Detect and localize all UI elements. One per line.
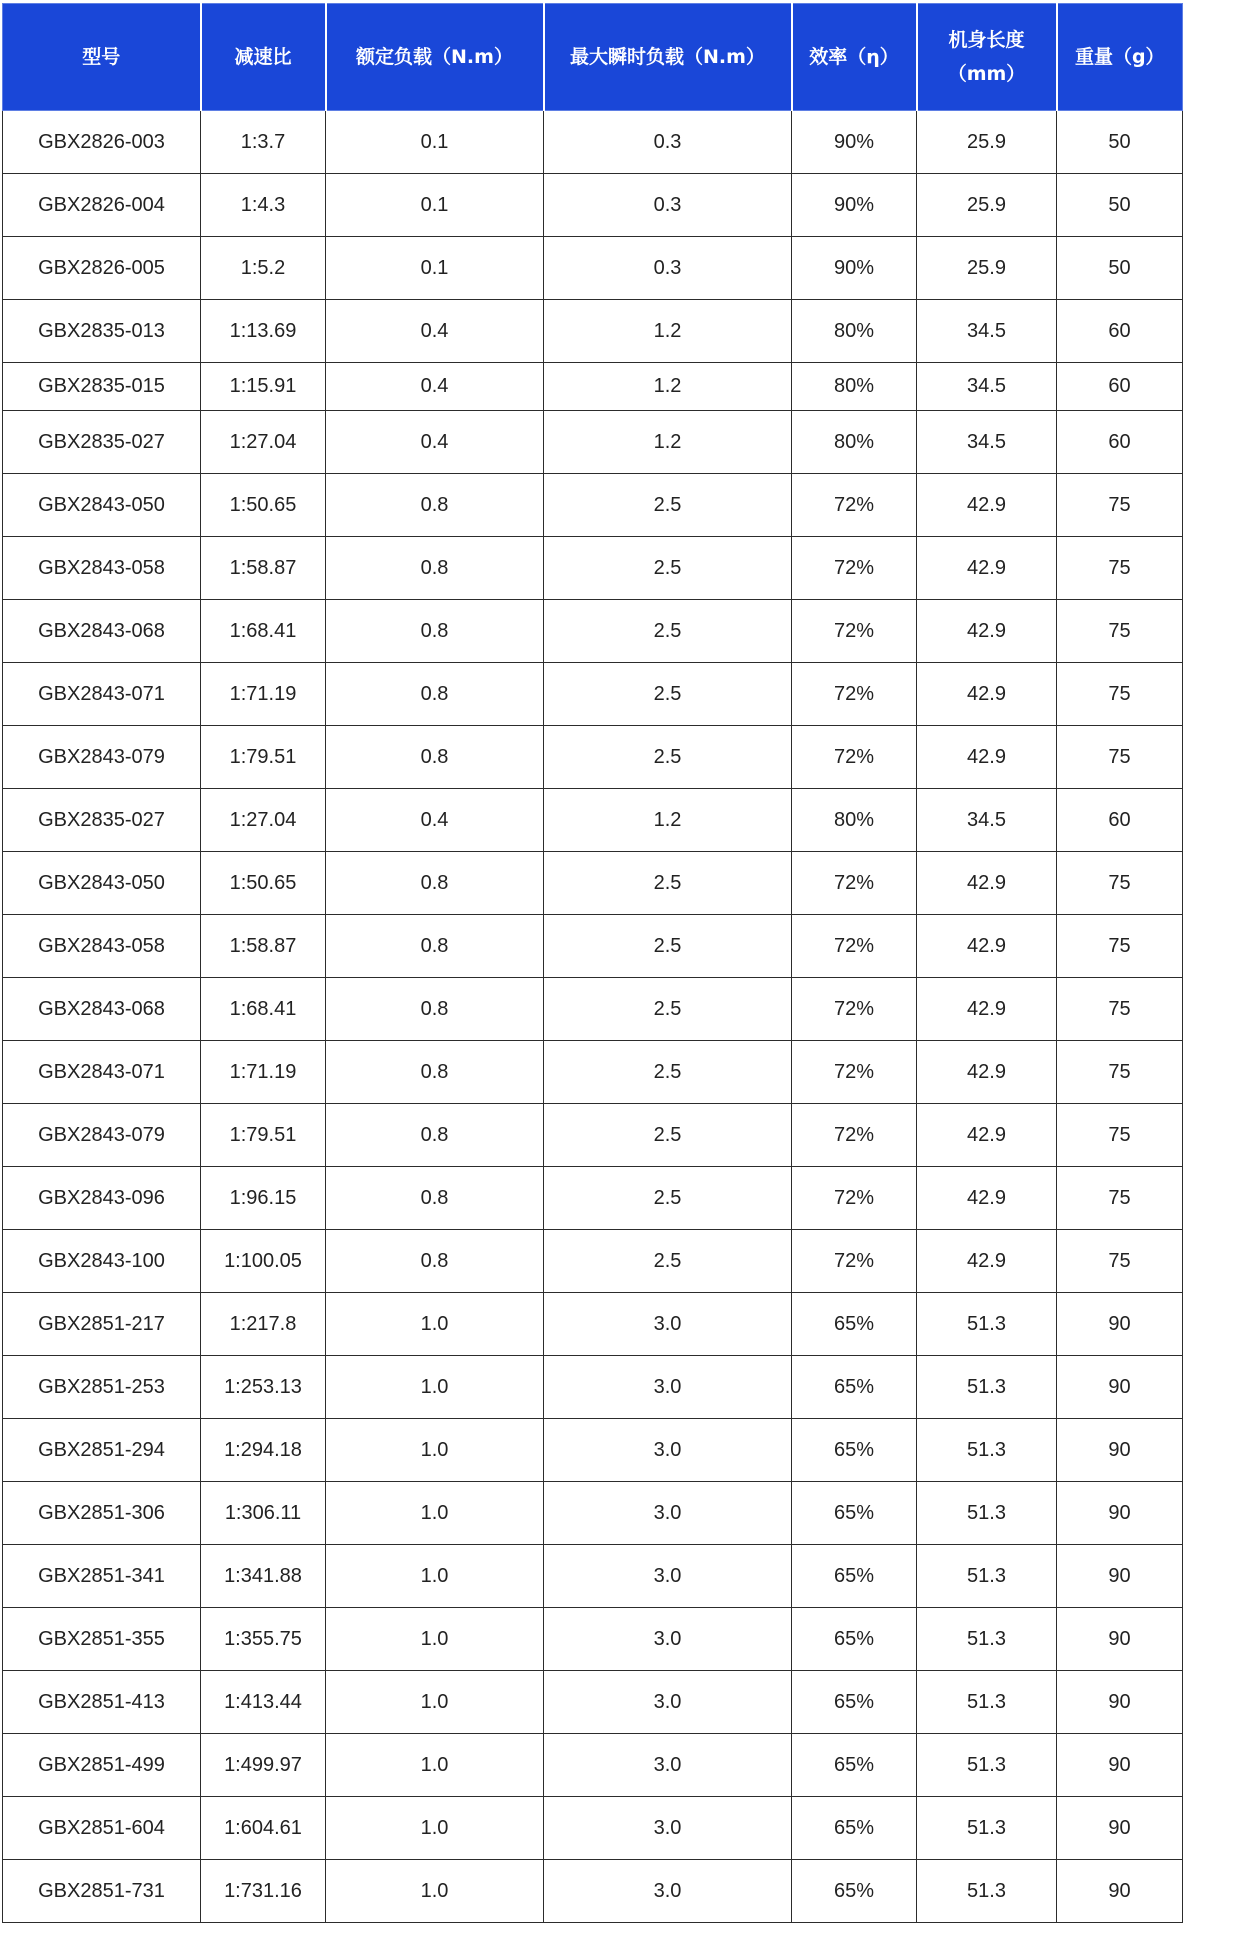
- cell-max-instant-load: 0.3: [544, 237, 792, 300]
- cell-efficiency: 90%: [792, 237, 917, 300]
- cell-rated-load: 0.1: [326, 237, 544, 300]
- cell-max-instant-load: 2.5: [544, 537, 792, 600]
- cell-body-length: 51.3: [917, 1797, 1057, 1860]
- cell-rated-load: 0.4: [326, 363, 544, 411]
- cell-model: GBX2826-003: [3, 111, 201, 174]
- cell-max-instant-load: 3.0: [544, 1734, 792, 1797]
- cell-rated-load: 0.4: [326, 300, 544, 363]
- cell-max-instant-load: 2.5: [544, 663, 792, 726]
- cell-max-instant-load: 0.3: [544, 111, 792, 174]
- cell-max-instant-load: 3.0: [544, 1419, 792, 1482]
- header-model: 型号: [3, 4, 201, 111]
- header-row: [3, 4, 1183, 111]
- cell-rated-load: 0.8: [326, 852, 544, 915]
- cell-body-length: 42.9: [917, 663, 1057, 726]
- table-row: [3, 111, 1183, 174]
- cell-rated-load: 1.0: [326, 1482, 544, 1545]
- cell-efficiency: 72%: [792, 663, 917, 726]
- cell-efficiency: 65%: [792, 1482, 917, 1545]
- cell-weight: 75: [1057, 726, 1183, 789]
- cell-max-instant-load: 2.5: [544, 600, 792, 663]
- cell-reduction-ratio: 1:15.91: [201, 363, 326, 411]
- table-row: [3, 852, 1183, 915]
- cell-weight: 90: [1057, 1545, 1183, 1608]
- cell-model: GBX2851-604: [3, 1797, 201, 1860]
- header-body-length: 机身长度（mm）: [917, 4, 1057, 111]
- cell-body-length: 34.5: [917, 363, 1057, 411]
- cell-efficiency: 72%: [792, 1104, 917, 1167]
- cell-weight: 75: [1057, 663, 1183, 726]
- cell-weight: 90: [1057, 1419, 1183, 1482]
- cell-body-length: 34.5: [917, 789, 1057, 852]
- cell-weight: 75: [1057, 537, 1183, 600]
- cell-reduction-ratio: 1:13.69: [201, 300, 326, 363]
- cell-weight: 75: [1057, 1104, 1183, 1167]
- cell-weight: 90: [1057, 1734, 1183, 1797]
- cell-reduction-ratio: 1:71.19: [201, 1041, 326, 1104]
- cell-reduction-ratio: 1:3.7: [201, 111, 326, 174]
- cell-body-length: 51.3: [917, 1419, 1057, 1482]
- table-row: [3, 411, 1183, 474]
- cell-model: GBX2851-294: [3, 1419, 201, 1482]
- cell-efficiency: 72%: [792, 915, 917, 978]
- cell-reduction-ratio: 1:294.18: [201, 1419, 326, 1482]
- table-row: [3, 1482, 1183, 1545]
- table-row: [3, 1104, 1183, 1167]
- cell-weight: 60: [1057, 411, 1183, 474]
- cell-max-instant-load: 3.0: [544, 1482, 792, 1545]
- table-row: [3, 300, 1183, 363]
- cell-body-length: 51.3: [917, 1293, 1057, 1356]
- cell-rated-load: 1.0: [326, 1293, 544, 1356]
- cell-body-length: 34.5: [917, 300, 1057, 363]
- table-row: [3, 237, 1183, 300]
- cell-rated-load: 0.8: [326, 663, 544, 726]
- cell-weight: 50: [1057, 237, 1183, 300]
- cell-max-instant-load: 0.3: [544, 174, 792, 237]
- header-efficiency: 效率（η）: [792, 4, 917, 111]
- cell-reduction-ratio: 1:217.8: [201, 1293, 326, 1356]
- cell-weight: 60: [1057, 789, 1183, 852]
- cell-rated-load: 0.8: [326, 1230, 544, 1293]
- cell-efficiency: 65%: [792, 1734, 917, 1797]
- cell-efficiency: 65%: [792, 1545, 917, 1608]
- cell-body-length: 42.9: [917, 1104, 1057, 1167]
- cell-efficiency: 72%: [792, 726, 917, 789]
- cell-body-length: 34.5: [917, 411, 1057, 474]
- cell-model: GBX2843-058: [3, 537, 201, 600]
- cell-rated-load: 0.8: [326, 600, 544, 663]
- table-row: [3, 1860, 1183, 1923]
- cell-efficiency: 80%: [792, 789, 917, 852]
- table-row: [3, 1419, 1183, 1482]
- cell-max-instant-load: 2.5: [544, 852, 792, 915]
- cell-efficiency: 72%: [792, 852, 917, 915]
- gear-motor-spec-table: [2, 3, 1183, 1923]
- cell-body-length: 42.9: [917, 978, 1057, 1041]
- cell-body-length: 25.9: [917, 111, 1057, 174]
- cell-body-length: 25.9: [917, 174, 1057, 237]
- table-row: [3, 1293, 1183, 1356]
- cell-reduction-ratio: 1:58.87: [201, 537, 326, 600]
- cell-max-instant-load: 2.5: [544, 1167, 792, 1230]
- cell-body-length: 51.3: [917, 1482, 1057, 1545]
- cell-reduction-ratio: 1:4.3: [201, 174, 326, 237]
- cell-body-length: 51.3: [917, 1356, 1057, 1419]
- table-row: [3, 1041, 1183, 1104]
- cell-weight: 75: [1057, 474, 1183, 537]
- cell-max-instant-load: 2.5: [544, 915, 792, 978]
- header-reduction-ratio: 减速比: [201, 4, 326, 111]
- table-row: [3, 1608, 1183, 1671]
- cell-efficiency: 80%: [792, 300, 917, 363]
- cell-model: GBX2843-050: [3, 474, 201, 537]
- cell-weight: 90: [1057, 1860, 1183, 1923]
- table-row: [3, 978, 1183, 1041]
- cell-efficiency: 90%: [792, 174, 917, 237]
- cell-body-length: 51.3: [917, 1608, 1057, 1671]
- cell-reduction-ratio: 1:306.11: [201, 1482, 326, 1545]
- table-body: [3, 111, 1183, 1923]
- cell-reduction-ratio: 1:355.75: [201, 1608, 326, 1671]
- cell-model: GBX2843-071: [3, 1041, 201, 1104]
- cell-rated-load: 0.8: [326, 726, 544, 789]
- cell-rated-load: 0.4: [326, 789, 544, 852]
- cell-body-length: 51.3: [917, 1860, 1057, 1923]
- cell-rated-load: 1.0: [326, 1419, 544, 1482]
- table-row: [3, 600, 1183, 663]
- cell-weight: 90: [1057, 1608, 1183, 1671]
- cell-model: GBX2843-100: [3, 1230, 201, 1293]
- cell-reduction-ratio: 1:27.04: [201, 789, 326, 852]
- cell-body-length: 25.9: [917, 237, 1057, 300]
- cell-max-instant-load: 3.0: [544, 1671, 792, 1734]
- cell-efficiency: 72%: [792, 1041, 917, 1104]
- cell-max-instant-load: 1.2: [544, 411, 792, 474]
- table-row: [3, 1734, 1183, 1797]
- cell-model: GBX2843-071: [3, 663, 201, 726]
- table-row: [3, 1797, 1183, 1860]
- cell-weight: 75: [1057, 600, 1183, 663]
- cell-efficiency: 80%: [792, 411, 917, 474]
- cell-efficiency: 65%: [792, 1608, 917, 1671]
- cell-model: GBX2843-050: [3, 852, 201, 915]
- cell-weight: 75: [1057, 978, 1183, 1041]
- cell-rated-load: 0.1: [326, 111, 544, 174]
- cell-max-instant-load: 3.0: [544, 1608, 792, 1671]
- cell-weight: 75: [1057, 1167, 1183, 1230]
- cell-reduction-ratio: 1:604.61: [201, 1797, 326, 1860]
- cell-weight: 50: [1057, 111, 1183, 174]
- cell-model: GBX2835-013: [3, 300, 201, 363]
- cell-model: GBX2843-096: [3, 1167, 201, 1230]
- cell-max-instant-load: 2.5: [544, 1041, 792, 1104]
- table-row: [3, 1356, 1183, 1419]
- cell-reduction-ratio: 1:58.87: [201, 915, 326, 978]
- cell-efficiency: 65%: [792, 1356, 917, 1419]
- cell-body-length: 51.3: [917, 1545, 1057, 1608]
- cell-rated-load: 0.8: [326, 537, 544, 600]
- cell-model: GBX2843-068: [3, 978, 201, 1041]
- cell-weight: 90: [1057, 1671, 1183, 1734]
- cell-max-instant-load: 3.0: [544, 1293, 792, 1356]
- cell-body-length: 42.9: [917, 915, 1057, 978]
- cell-model: GBX2851-341: [3, 1545, 201, 1608]
- cell-model: GBX2851-306: [3, 1482, 201, 1545]
- table-row: [3, 726, 1183, 789]
- cell-reduction-ratio: 1:499.97: [201, 1734, 326, 1797]
- cell-rated-load: 0.8: [326, 1167, 544, 1230]
- table-row: [3, 789, 1183, 852]
- cell-rated-load: 1.0: [326, 1356, 544, 1419]
- cell-rated-load: 0.8: [326, 915, 544, 978]
- cell-rated-load: 0.8: [326, 474, 544, 537]
- header-max-instant-load: 最大瞬时负载（N.m）: [544, 4, 792, 111]
- cell-max-instant-load: 2.5: [544, 726, 792, 789]
- cell-body-length: 42.9: [917, 474, 1057, 537]
- cell-model: GBX2843-058: [3, 915, 201, 978]
- cell-rated-load: 0.8: [326, 1041, 544, 1104]
- cell-reduction-ratio: 1:68.41: [201, 978, 326, 1041]
- cell-body-length: 42.9: [917, 726, 1057, 789]
- cell-reduction-ratio: 1:100.05: [201, 1230, 326, 1293]
- cell-max-instant-load: 2.5: [544, 1230, 792, 1293]
- cell-model: GBX2851-217: [3, 1293, 201, 1356]
- cell-model: GBX2835-027: [3, 789, 201, 852]
- cell-reduction-ratio: 1:731.16: [201, 1860, 326, 1923]
- cell-efficiency: 72%: [792, 978, 917, 1041]
- cell-max-instant-load: 2.5: [544, 1104, 792, 1167]
- cell-reduction-ratio: 1:5.2: [201, 237, 326, 300]
- table-row: [3, 663, 1183, 726]
- cell-weight: 60: [1057, 363, 1183, 411]
- cell-body-length: 42.9: [917, 1041, 1057, 1104]
- cell-max-instant-load: 2.5: [544, 474, 792, 537]
- cell-rated-load: 1.0: [326, 1671, 544, 1734]
- cell-max-instant-load: 3.0: [544, 1797, 792, 1860]
- cell-max-instant-load: 3.0: [544, 1860, 792, 1923]
- cell-weight: 75: [1057, 1041, 1183, 1104]
- cell-model: GBX2843-079: [3, 1104, 201, 1167]
- cell-model: GBX2851-731: [3, 1860, 201, 1923]
- cell-reduction-ratio: 1:68.41: [201, 600, 326, 663]
- cell-body-length: 42.9: [917, 1230, 1057, 1293]
- table-row: [3, 1167, 1183, 1230]
- cell-max-instant-load: 2.5: [544, 978, 792, 1041]
- cell-weight: 50: [1057, 174, 1183, 237]
- table-row: [3, 1671, 1183, 1734]
- cell-body-length: 51.3: [917, 1671, 1057, 1734]
- cell-efficiency: 65%: [792, 1671, 917, 1734]
- cell-efficiency: 72%: [792, 537, 917, 600]
- table-row: [3, 174, 1183, 237]
- cell-efficiency: 72%: [792, 474, 917, 537]
- cell-efficiency: 65%: [792, 1293, 917, 1356]
- cell-model: GBX2851-499: [3, 1734, 201, 1797]
- cell-reduction-ratio: 1:79.51: [201, 1104, 326, 1167]
- cell-efficiency: 72%: [792, 1230, 917, 1293]
- cell-model: GBX2851-413: [3, 1671, 201, 1734]
- cell-max-instant-load: 1.2: [544, 789, 792, 852]
- table-row: [3, 915, 1183, 978]
- cell-rated-load: 0.8: [326, 1104, 544, 1167]
- cell-reduction-ratio: 1:253.13: [201, 1356, 326, 1419]
- cell-efficiency: 65%: [792, 1860, 917, 1923]
- cell-reduction-ratio: 1:50.65: [201, 474, 326, 537]
- cell-weight: 75: [1057, 852, 1183, 915]
- cell-reduction-ratio: 1:27.04: [201, 411, 326, 474]
- table-row: [3, 474, 1183, 537]
- cell-rated-load: 0.8: [326, 978, 544, 1041]
- cell-efficiency: 72%: [792, 1167, 917, 1230]
- table-row: [3, 1545, 1183, 1608]
- cell-weight: 60: [1057, 300, 1183, 363]
- cell-max-instant-load: 1.2: [544, 363, 792, 411]
- cell-rated-load: 1.0: [326, 1545, 544, 1608]
- cell-model: GBX2835-015: [3, 363, 201, 411]
- cell-rated-load: 1.0: [326, 1860, 544, 1923]
- cell-reduction-ratio: 1:71.19: [201, 663, 326, 726]
- cell-body-length: 42.9: [917, 852, 1057, 915]
- header-weight: 重量（g）: [1057, 4, 1183, 111]
- cell-reduction-ratio: 1:341.88: [201, 1545, 326, 1608]
- cell-weight: 90: [1057, 1797, 1183, 1860]
- cell-model: GBX2851-253: [3, 1356, 201, 1419]
- cell-reduction-ratio: 1:413.44: [201, 1671, 326, 1734]
- header-rated-load: 额定负载（N.m）: [326, 4, 544, 111]
- cell-model: GBX2843-068: [3, 600, 201, 663]
- cell-model: GBX2843-079: [3, 726, 201, 789]
- cell-body-length: 51.3: [917, 1734, 1057, 1797]
- cell-rated-load: 0.4: [326, 411, 544, 474]
- cell-rated-load: 0.1: [326, 174, 544, 237]
- cell-body-length: 42.9: [917, 537, 1057, 600]
- cell-body-length: 42.9: [917, 1167, 1057, 1230]
- cell-reduction-ratio: 1:50.65: [201, 852, 326, 915]
- cell-max-instant-load: 3.0: [544, 1545, 792, 1608]
- cell-reduction-ratio: 1:96.15: [201, 1167, 326, 1230]
- table-row: [3, 363, 1183, 411]
- cell-rated-load: 1.0: [326, 1797, 544, 1860]
- cell-model: GBX2851-355: [3, 1608, 201, 1671]
- cell-efficiency: 65%: [792, 1797, 917, 1860]
- table-row: [3, 537, 1183, 600]
- table-row: [3, 1230, 1183, 1293]
- table-header: [3, 4, 1183, 111]
- cell-weight: 90: [1057, 1293, 1183, 1356]
- cell-rated-load: 1.0: [326, 1608, 544, 1671]
- cell-efficiency: 80%: [792, 363, 917, 411]
- cell-max-instant-load: 3.0: [544, 1356, 792, 1419]
- cell-efficiency: 65%: [792, 1419, 917, 1482]
- cell-body-length: 42.9: [917, 600, 1057, 663]
- cell-model: GBX2835-027: [3, 411, 201, 474]
- cell-reduction-ratio: 1:79.51: [201, 726, 326, 789]
- cell-efficiency: 72%: [792, 600, 917, 663]
- cell-model: GBX2826-005: [3, 237, 201, 300]
- cell-weight: 90: [1057, 1356, 1183, 1419]
- cell-efficiency: 90%: [792, 111, 917, 174]
- cell-weight: 90: [1057, 1482, 1183, 1545]
- cell-max-instant-load: 1.2: [544, 300, 792, 363]
- cell-weight: 75: [1057, 1230, 1183, 1293]
- cell-model: GBX2826-004: [3, 174, 201, 237]
- cell-weight: 75: [1057, 915, 1183, 978]
- cell-rated-load: 1.0: [326, 1734, 544, 1797]
